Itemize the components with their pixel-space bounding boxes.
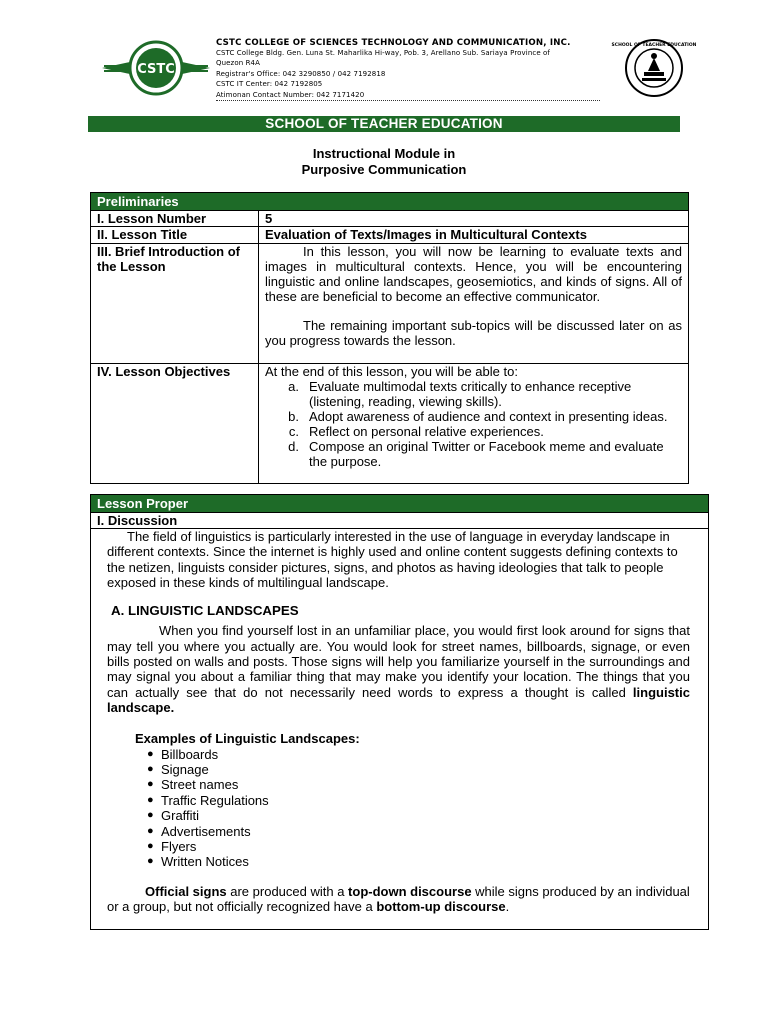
intro-paragraph: The remaining important sub-topics will be discussed later on as you progress towards the lesson. <box>265 318 682 348</box>
example-item <box>147 747 690 762</box>
example-item <box>147 824 690 839</box>
objective-letter: b. <box>288 409 299 424</box>
term-official-signs: Official signs <box>145 883 227 899</box>
objective-item <box>265 409 682 424</box>
objective-text: Reflect on personal relative experiences. <box>309 424 544 439</box>
registrar-contact: Registrar's Office: 042 3290850 / 042 7192818 <box>216 69 386 78</box>
example-text: Billboards <box>161 746 219 762</box>
address-line: CSTC College Bldg. Gen. Luna St. Maharlika Hi-way, Pob. 3, Arellano Sub. Sariaya Province of <box>216 49 550 57</box>
college-name: CSTC COLLEGE OF SCIENCES TECHNOLOGY AND COMMUNICATION, INC. <box>216 38 571 48</box>
brief-introduction-content <box>259 244 688 363</box>
bullet-icon: ● <box>147 778 154 791</box>
bullet-icon: ● <box>147 793 154 806</box>
lesson-title-label: II. Lesson Title <box>91 227 259 243</box>
discussion-content <box>91 528 708 914</box>
example-item <box>147 777 690 792</box>
module-title-line2: Purposive Communication <box>301 161 467 177</box>
examples-list <box>107 747 690 870</box>
example-text: Street names <box>161 777 239 793</box>
lesson-title-row <box>91 226 688 243</box>
seal-text: SCHOOL OF TEACHER EDUCATION <box>611 43 697 48</box>
objective-letter: d. <box>288 439 299 454</box>
lesson-title-value: Evaluation of Texts/Images in Multicultural Contexts <box>265 227 587 242</box>
intro-paragraph: In this lesson, you will now be learning to evaluate texts and images in multicultural contexts. Hence, you will be encountering linguistic and online landscapes, geosemiotics, and kinds of signs. All of these are beneficial to become an effective communicator. <box>265 244 682 304</box>
term-bottom-up: bottom-up discourse <box>376 899 506 915</box>
example-item <box>147 808 690 823</box>
header-divider <box>216 100 600 101</box>
example-text: Advertisements <box>161 823 251 839</box>
it-center-contact: CSTC IT Center: 042 7192805 <box>216 80 323 89</box>
lesson-objectives-row <box>91 363 688 483</box>
example-text: Flyers <box>161 839 197 854</box>
document-header <box>0 0 768 110</box>
objective-item <box>265 439 682 469</box>
example-item <box>147 762 690 777</box>
module-title <box>0 146 768 177</box>
example-text: Written Notices <box>161 854 249 870</box>
bullet-icon: ● <box>147 855 154 868</box>
atimonan-contact: Atimonan Contact Number: 042 7171420 <box>216 90 365 99</box>
lesson-proper-heading: Lesson Proper <box>91 495 708 512</box>
school-banner: SCHOOL OF TEACHER EDUCATION <box>88 116 680 132</box>
bullet-icon: ● <box>147 840 154 852</box>
lesson-objectives-content <box>259 364 688 483</box>
address-line: Quezon R4A <box>216 59 260 68</box>
example-text: Graffiti <box>161 808 200 824</box>
bullet-icon: ● <box>147 747 154 760</box>
lesson-number-label: I. Lesson Number <box>91 211 259 226</box>
term-linguistic-landscape: linguistic landscape. <box>107 684 690 715</box>
bullet-icon: ● <box>147 809 154 822</box>
objective-text: Adopt awareness of audience and context in presenting ideas. <box>309 409 668 424</box>
brief-introduction-row <box>91 243 688 363</box>
objectives-intro: At the end of this lesson, you will be able to: <box>265 364 518 379</box>
objective-letter: a. <box>288 379 299 394</box>
paragraph-text: . <box>505 899 510 915</box>
objectives-list <box>265 379 682 469</box>
teacher-education-seal <box>611 38 697 98</box>
lesson-objectives-label: IV. Lesson Objectives <box>91 364 259 483</box>
cstc-logo <box>100 40 212 96</box>
lesson-number-row <box>91 210 688 226</box>
bullet-icon: ● <box>147 762 154 775</box>
discussion-paragraph: The field of linguistics is particularly interested in the use of language in everyday landscape in different contexts. Since the internet is highly used and online content suggests defining contexts to the netizen, linguists consider pictures, signs, and photos as having ideologies that talk to people exposed in these kinds of multilingual landscape. <box>107 529 678 590</box>
paragraph-text: are produced with a <box>226 883 349 899</box>
official-signs-paragraph <box>107 884 690 915</box>
lesson-number-value: 5 <box>265 211 273 226</box>
preliminaries-heading: Preliminaries <box>91 193 688 210</box>
example-text: Signage <box>161 761 209 777</box>
objective-item <box>265 424 682 439</box>
paragraph-text: When you find yourself lost in an unfamiliar place, you would first look around for signs that may tell you where you actually are. You would look for street names, billboards, signage, or even bills posted on walls and posts. Those signs will help you familiarize yourself in the surroundings and may signal you about a familiar thing that may make you identify your location. The things that you can actually see that do not necessarily need words to express a thought is called <box>107 623 690 700</box>
example-item <box>147 793 690 808</box>
module-title-line1: Instructional Module in <box>312 146 456 161</box>
examples-title: Examples of Linguistic Landscapes: <box>135 731 360 747</box>
example-item <box>147 839 690 854</box>
discussion-heading: I. Discussion <box>91 512 708 528</box>
preliminaries-table <box>90 192 689 484</box>
example-text: Traffic Regulations <box>161 792 269 808</box>
term-top-down: top-down discourse <box>348 883 472 899</box>
objective-text: Compose an original Twitter or Facebook meme and evaluate the purpose. <box>309 439 664 469</box>
college-info <box>216 38 606 100</box>
lesson-proper-table <box>90 494 709 930</box>
logo-text: CSTC <box>137 62 175 77</box>
objective-text: Evaluate multimodal texts critically to enhance receptive (listening, reading, viewing skills). <box>309 379 632 409</box>
section-a-title: A. LINGUISTIC LANDSCAPES <box>111 603 299 619</box>
objective-letter: c. <box>288 424 299 439</box>
linguistic-landscape-paragraph <box>107 623 690 715</box>
objective-item <box>265 379 682 409</box>
brief-introduction-label: III. Brief Introduction of the Lesson <box>91 244 259 363</box>
bullet-icon: ● <box>147 824 154 837</box>
example-item <box>147 854 690 869</box>
paragraph-text: while signs produced by an individual or a group, but not officially recognized have a <box>107 883 690 915</box>
